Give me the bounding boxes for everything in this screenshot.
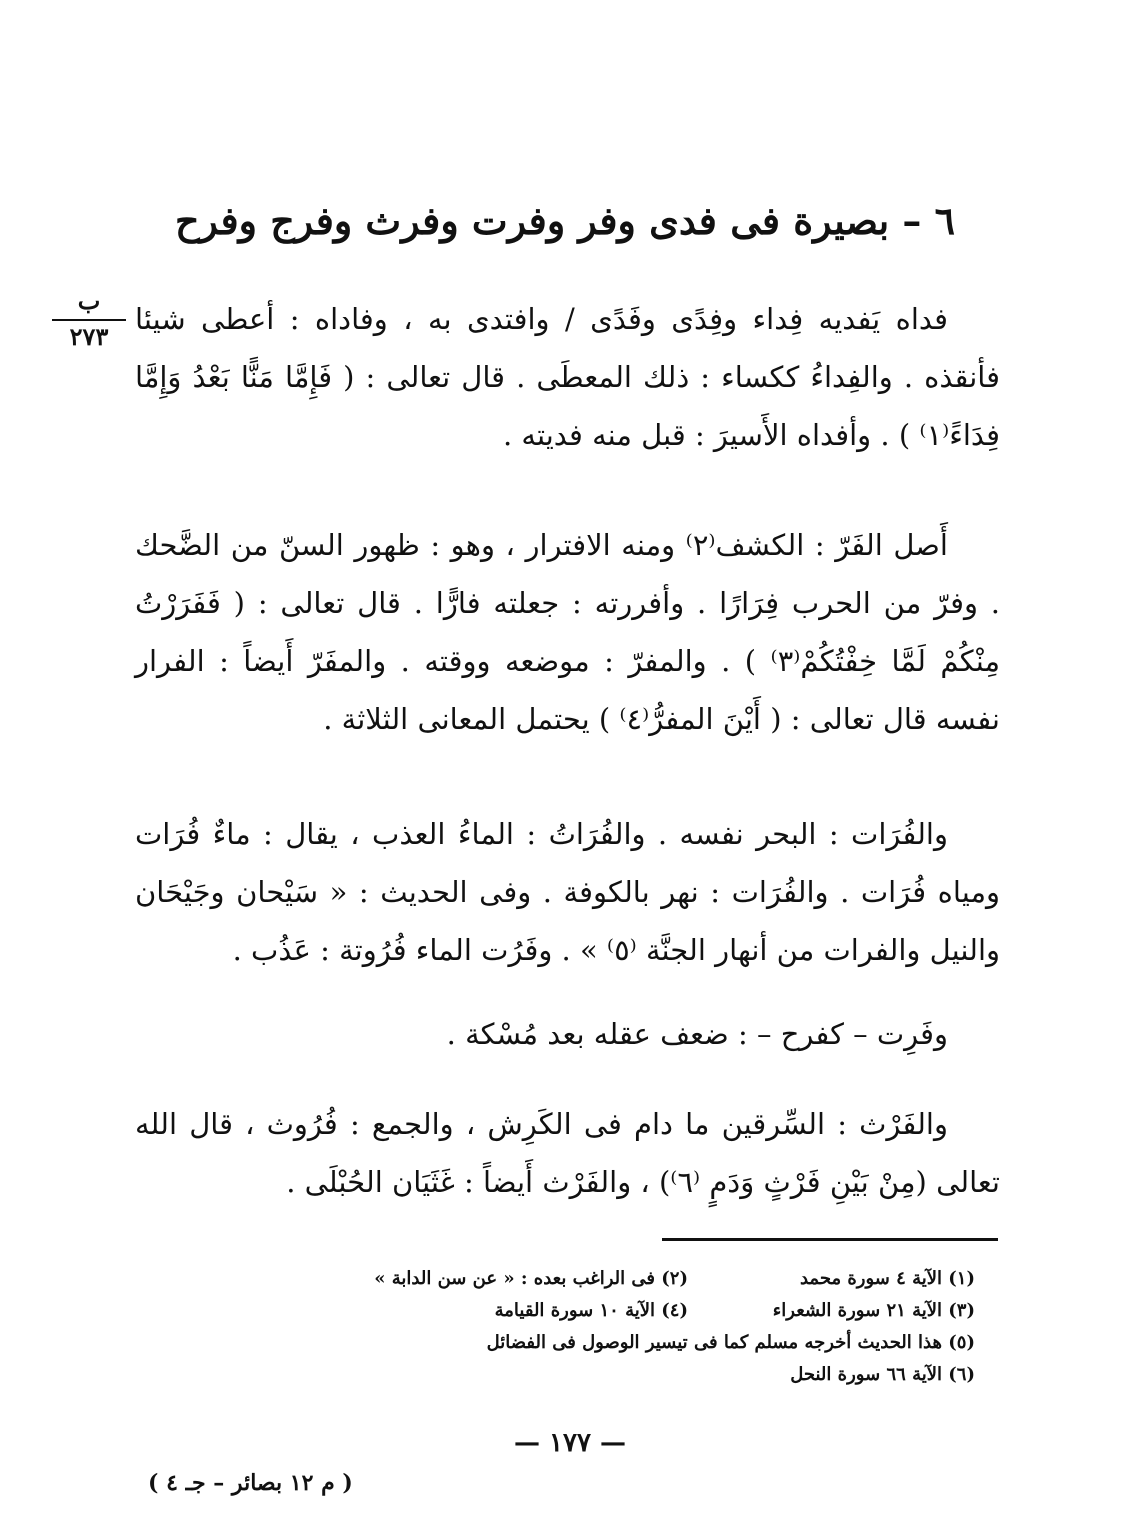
paragraph-furat: [135, 805, 1000, 979]
footnote-1: (١) الآية ٤ سورة محمد: [799, 1268, 975, 1289]
margin-note-number: ٢٧٣: [69, 322, 109, 351]
printer-signature: ( م ١٢ بصائر – جـ ٤ ): [148, 1470, 353, 1496]
footnote-2: (٢) فى الراغب بعده : « عن سن الدابة »: [374, 1268, 688, 1289]
paragraph-farr: [135, 516, 1000, 748]
footnote-6: (٦) الآية ٦٦ سورة النحل: [790, 1364, 975, 1385]
paragraph-farit: [135, 1005, 1000, 1063]
paragraph-fada: [135, 290, 1000, 464]
page-number: — ١٧٧ —: [513, 1428, 627, 1458]
paragraph-text: فداه يَفديه فِداء وفِدًى وفَدًى / وافتدى به ، وفاداه : أعطى شيئا فأنقذه . والفِداءُ ككساء : ذلك المعطَى . قال تعالى : ( فَإِمَّا مَنًّا بَعْدُ وَإِمَّا فِدَاءً⁽١⁾ ) . وأفداه الأَسيرَ : قبل منه فديته .: [135, 302, 1000, 452]
footnote-divider: [662, 1238, 998, 1241]
footnote-5: (٥) هذا الحديث أخرجه مسلم كما فى تيسير الوصول فى الفضائل: [486, 1332, 975, 1353]
margin-manuscript-folio: [50, 288, 128, 350]
paragraph-text: والفُرَات : البحر نفسه . والفُرَاتُ : الماءُ العذب ، يقال : ماءٌ فُرَات ومياه فُرَات . والفُرَات : نهر بالكوفة . وفى الحديث : « سَيْحان وجَيْحَان والنيل والفرات من أنهار الجنَّة ⁽٥⁾ » . وفَرُت الماء فُرُوتة : عَذُب .: [135, 817, 1000, 967]
margin-note-letter: ب: [77, 286, 101, 315]
paragraph-text: وفَرِت – كفرح – : ضعف عقله بعد مُسْكة .: [446, 1017, 948, 1051]
paragraph-farth: [135, 1095, 1000, 1211]
paragraph-text: والفَرْث : السِّرقين ما دام فى الكَرِش ، والجمع : فُرُوث ، قال الله تعالى (مِنْ بَيْنِ فَرْثٍ وَدَمٍ ⁽٦⁾) ، والفَرْث أَيضاً : غَثَيَان الحُبْلَى .: [135, 1107, 1000, 1199]
footnote-4: (٤) الآية ١٠ سورة القيامة: [494, 1300, 688, 1321]
paragraph-text: أَصل الفَرّ : الكشف⁽٢⁾ ومنه الافترار ، وهو : ظهور السنّ من الضَّحك . وفرّ من الحرب فِرَارًا . وأفررته : جعلته فارًّا . قال تعالى : ( فَفَرَرْتُ مِنْكُمْ لَمَّا خِفْتُكُمْ⁽٣⁾ ) . والمفرّ : موضعه ووقته . والمفَرّ أَيضاً : الفرار نفسه قال تعالى : ( أَيْنَ المفرُّ⁽٤⁾ ) يحتمل المعانى الثلاثة .: [135, 528, 1000, 736]
footnote-3: (٣) الآية ٢١ سورة الشعراء: [772, 1300, 975, 1321]
section-heading: ٦ – بصيرة فى فدى وفر وفرت وفرث وفرج وفرح: [174, 198, 956, 243]
